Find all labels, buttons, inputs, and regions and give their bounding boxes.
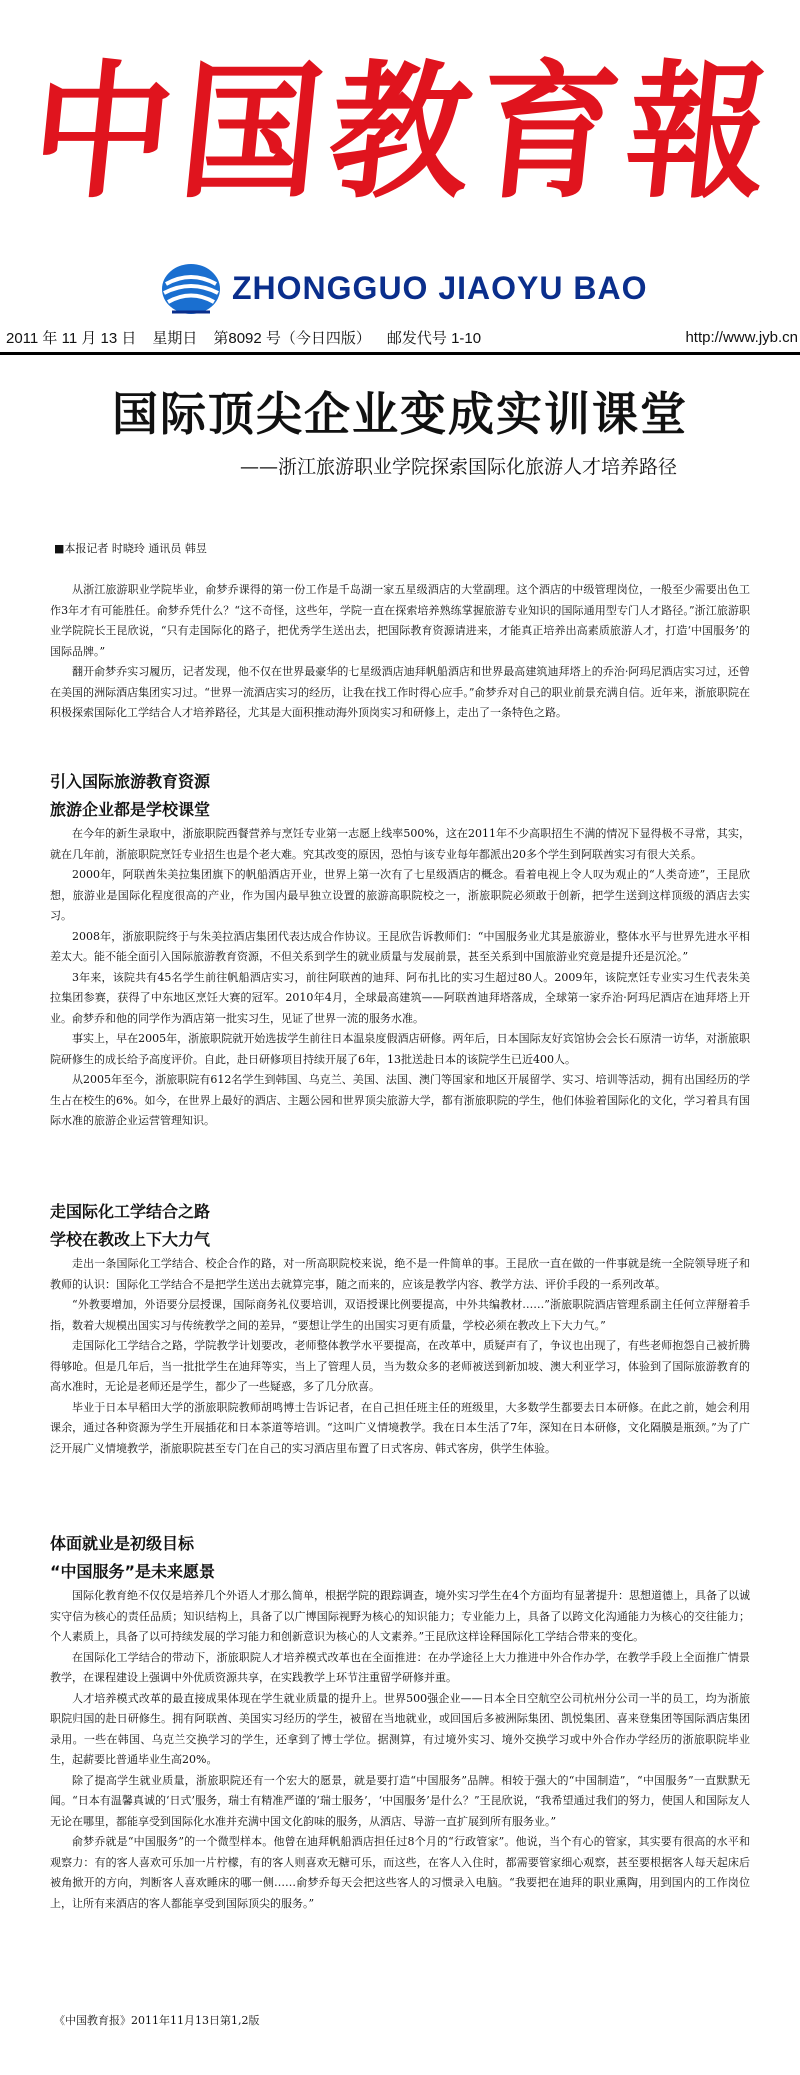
masthead xyxy=(0,0,800,320)
paragraph: 俞梦乔就是“中国服务”的一个微型样本。他曾在迪拜帆船酒店担任过8个月的“行政管家”。他说，当个有心的管家，其实要有很高的水平和观察力：有的客人喜欢可乐加一片柠檬，有的客人则喜欢无糖可乐，而这些，在客人入住时，都需要管家细心观察，甚至要根据客人每天起床后被角掀开的方向，判断客人喜欢睡床的哪一侧……俞梦乔每天会把这些客人的习惯录入电脑。“我要把在迪拜的职业熏陶，用到国内的工作岗位上，让所有来酒店的客人都能享受到国际顶尖的服务。” xyxy=(50,1835,750,1910)
paragraph: 走出一条国际化工学结合、校企合作的路，对一所高职院校来说，绝不是一件简单的事。王昆欣一直在做的一件事就是统一全院领导班子和教师的认识：国际化工学结合不是把学生送出去就算完事，随之而来的，应该是教学内容、教学方法、评价手段的一系列改革。 xyxy=(50,1257,750,1291)
section-3 xyxy=(50,1530,750,1914)
intro-section xyxy=(50,580,750,724)
paragraph: 在国际化工学结合的带动下，浙旅职院人才培养模式改革也在全面推进：在办学途径上大力推进中外合作办学，在教学手段上全面推广情景教学，在课程建设上强调中外优质资源共享，在实践教学上环节注重留学研修并重。 xyxy=(50,1650,750,1684)
masthead-title xyxy=(23,8,777,258)
issue-date: 2011 年 11 月 13 日 xyxy=(6,329,137,347)
paragraph: 从2005年至今，浙旅职院有612名学生到韩国、乌克兰、美国、法国、澳门等国家和地区开展留学、实习、培训等活动，拥有出国经历的学生占在校生的6%。如今，在世界上最好的酒店、主题公园和世界顶尖旅游大学，都有浙旅职院的学生，他们体验着国际化的文化，学习着具有国际水准的旅游企业运营管理知识。 xyxy=(50,1073,750,1127)
paragraph: 事实上，早在2005年，浙旅职院就开始选拔学生前往日本温泉度假酒店研修。两年后，日本国际友好宾馆协会会长石原清一访华，对浙旅职院研修生的成长给予高度评价。自此，赴日研修项目持续开展了6年，13批送赴日本的该院学生已近400人。 xyxy=(50,1032,750,1066)
website-link[interactable]: http://www.jyb.cn xyxy=(685,328,798,346)
paragraph: 人才培养模式改革的最直接成果体现在学生就业质量的提升上。世界500强企业——日本全日空航空公司杭州分公司一半的员工，均为浙旅职院归国的赴日研修生。拥有阿联酋、美国实习经历的学生，被留在当地就业，或回国后多被洲际集团、凯悦集团、喜来登集团等国际酒店集团录用。一些在韩国、乌克兰交换学习的学生，还拿到了博士学位。据测算，有过境外实习、境外交换学习或中外合作办学经历的浙旅职院毕业生，起薪要比普通毕业生高20%。 xyxy=(50,1691,750,1766)
paragraph: 从浙江旅游职业学院毕业，俞梦乔课得的第一份工作是千岛湖一家五星级酒店的大堂副理。这个酒店的中级管理岗位，一般至少需要出色工作3年才有可能胜任。俞梦乔凭什么？“这不奇怪，这些年，学院一直在探索培养熟练掌握旅游专业知识的国际通用型专门人才路径。”浙江旅游职业学院院长王昆欣说，“只有走国际化的路子，把优秀学生送出去，把国际教育资源请进来，才能真正培养出高素质旅游人才，打造‘中国服务’的国际品牌。” xyxy=(50,583,750,658)
paragraph: “外教要增加，外语要分层授课，国际商务礼仪要培训，双语授课比例要提高，中外共编教材……”浙旅职院酒店管理系副主任何立萍掰着手指，数着大规模出国实习与传统教学之间的差异，“要想让学生的出国实习更有质量，学校必须在教改上下大力气。” xyxy=(50,1298,750,1332)
section-heading: 引入国际旅游教育资源 xyxy=(50,772,211,791)
paragraph: 2008年，浙旅职院终于与朱美拉酒店集团代表达成合作协议。王昆欣告诉教师们：“中国服务业尤其是旅游业，整体水平与世界先进水平相差太大。能不能全面引入国际旅游教育资源，不但关系到学生的就业质量与发展前景，甚至关系到中国旅游业究竟是提升还是沉沦。” xyxy=(50,929,750,963)
globe-book-logo-icon xyxy=(160,262,222,317)
paragraph: 除了提高学生就业质量，浙旅职院还有一个宏大的愿景，就是要打造“中国服务”品牌。相较于强大的“中国制造”，“中国服务”一直默默无闻。“日本有温馨真诚的‘日式’服务，瑞士有精准严谨的‘瑞士服务’，‘中国服务’是什么？”王昆欣说，“我希望通过我们的努力，使国人和国际友人无论在哪里，都能享受到国际化水准并充满中国文化韵味的服务，从酒店、导游一直扩展到所有服务业。” xyxy=(50,1773,750,1828)
masthead-char: 教 xyxy=(321,46,479,220)
article-headline: 国际顶尖企业变成实训课堂 xyxy=(112,387,688,441)
section-subheading: 旅游企业都是学校课堂 xyxy=(50,800,211,819)
article-subhead: ——浙江旅游职业学院探索国际化旅游人才培养路径 xyxy=(240,456,678,478)
paragraph: 3年来，该院共有45名学生前往帆船酒店实习，前往阿联酋的迪拜、阿布扎比的实习生超过80人。2009年，该院烹饪专业实习生代表朱美拉集团参赛，获得了中东地区烹饪大赛的冠军。2010年4月，全球最高建筑——阿联酋迪拜塔落成，全球第一家乔治·阿玛尼酒店在迪拜塔上开业。俞梦乔和他的同学作为酒店第一批实习生，见证了世界一流的服务水准。 xyxy=(50,970,750,1025)
paragraph: 走国际化工学结合之路，学院教学计划要改，老师整体教学水平要提高，在改革中，质疑声有了，争议也出现了，有些老师抱怨自己被折腾得够呛。但是几年后，当一批批学生在迪拜等实，当上了管理人员，当为数众多的老师被送到新加坡、澳大利亚学习，体验到了国际旅游教育的高水准时，无论是老师还是学生，都少了一些疑惑，多了几分欣喜。 xyxy=(50,1339,750,1393)
dateline xyxy=(0,322,800,355)
issue-weekday: 星期日 xyxy=(152,329,198,347)
masthead-english-name: ZHONGGUO JIAOYU BAO xyxy=(232,270,648,306)
section-heading: 体面就业是初级目标 xyxy=(50,1534,195,1553)
paragraph: 2000年，阿联酋朱美拉集团旗下的帆船酒店开业，世界上第一次有了七星级酒店的概念。看着电视上令人叹为观止的“人类奇迹”，王昆欣想，旅游业是国际化程度很高的产业，作为国内最早独立设置的旅游高职院校之一，浙旅职院必须敢于创新，把学生送到这样顶级的酒店去实习。 xyxy=(50,868,750,922)
masthead-char: 報 xyxy=(618,46,777,220)
section-heading: 走国际化工学结合之路 xyxy=(50,1202,211,1221)
paragraph: 翻开俞梦乔实习履历，记者发现，他不仅在世界最豪华的七星级酒店迪拜帆船酒店和世界最高建筑迪拜塔上的乔治·阿玛尼酒店实习过，还曾在美国的洲际酒店集团实习过。“世界一流酒店实习的经历，让我在找工作时得心应手。”俞梦乔对自己的职业前景充满自信。近年来，浙旅职院在积极探索国际化工学结合人才培养路径，尤其是大面积推动海外顶岗实习和研修上，走出了一条特色之路。 xyxy=(50,665,750,719)
section-subheading: “中国服务”是未来愿景 xyxy=(50,1562,216,1581)
masthead-logo-row xyxy=(160,262,760,317)
masthead-char: 国 xyxy=(172,46,330,220)
issue-number: 第8092 号（今日四版） xyxy=(213,329,371,347)
article-source: 《中国教育报》2011年11月13日第1,2版 xyxy=(54,2014,260,2027)
postal-code: 邮发代号 1-10 xyxy=(386,329,482,347)
section-2 xyxy=(50,1198,750,1459)
paragraph: 毕业于日本早稻田大学的浙旅职院教师胡鸣博士告诉记者，在自己担任班主任的班级里，大多数学生都要去日本研修。在此之前，她会利用课余，通过各种资源为学生开展插花和日本茶道等培训。“这叫广义情境教学。我在日本生活了7年，深知在日本研修，文化隔膜是瓶颈。”为了广泛开展广义情境教学，浙旅职院甚至专门在自己的实习酒店里布置了日式客房、韩式客房，供学生体验。 xyxy=(50,1400,750,1455)
article-byline: ■本报记者 时晓玲 通讯员 韩昱 xyxy=(54,542,207,555)
paragraph: 在今年的新生录取中，浙旅职院西餐营养与烹饪专业第一志愿上线率500%，这在2011年不少高职招生不满的情况下显得极不寻常，其实，就在几年前，浙旅职院烹饪专业招生也是个老大难。究其改变的原因，恐怕与该专业每年都派出20多个学生到阿联酋实习有很大关系。 xyxy=(50,827,750,861)
paragraph: 国际化教育绝不仅仅是培养几个外语人才那么简单，根据学院的跟踪调查，境外实习学生在4个方面均有显著提升：思想道德上，具备了以诚实守信为核心的责任品质；知识结构上，具备了以广博国际视野为核心的知识能力；专业能力上，具备了以跨文化沟通能力为核心的交往能力；个人素质上，具备了以可持续发展的学习能力和创新意识为核心的人文素养。”王昆欣这样诠释国际化工学结合带来的变化。 xyxy=(50,1589,750,1643)
masthead-char: 育 xyxy=(470,46,628,220)
section-1 xyxy=(50,768,750,1132)
masthead-char: 中 xyxy=(23,46,182,220)
section-subheading: 学校在教改上下大力气 xyxy=(50,1230,211,1249)
